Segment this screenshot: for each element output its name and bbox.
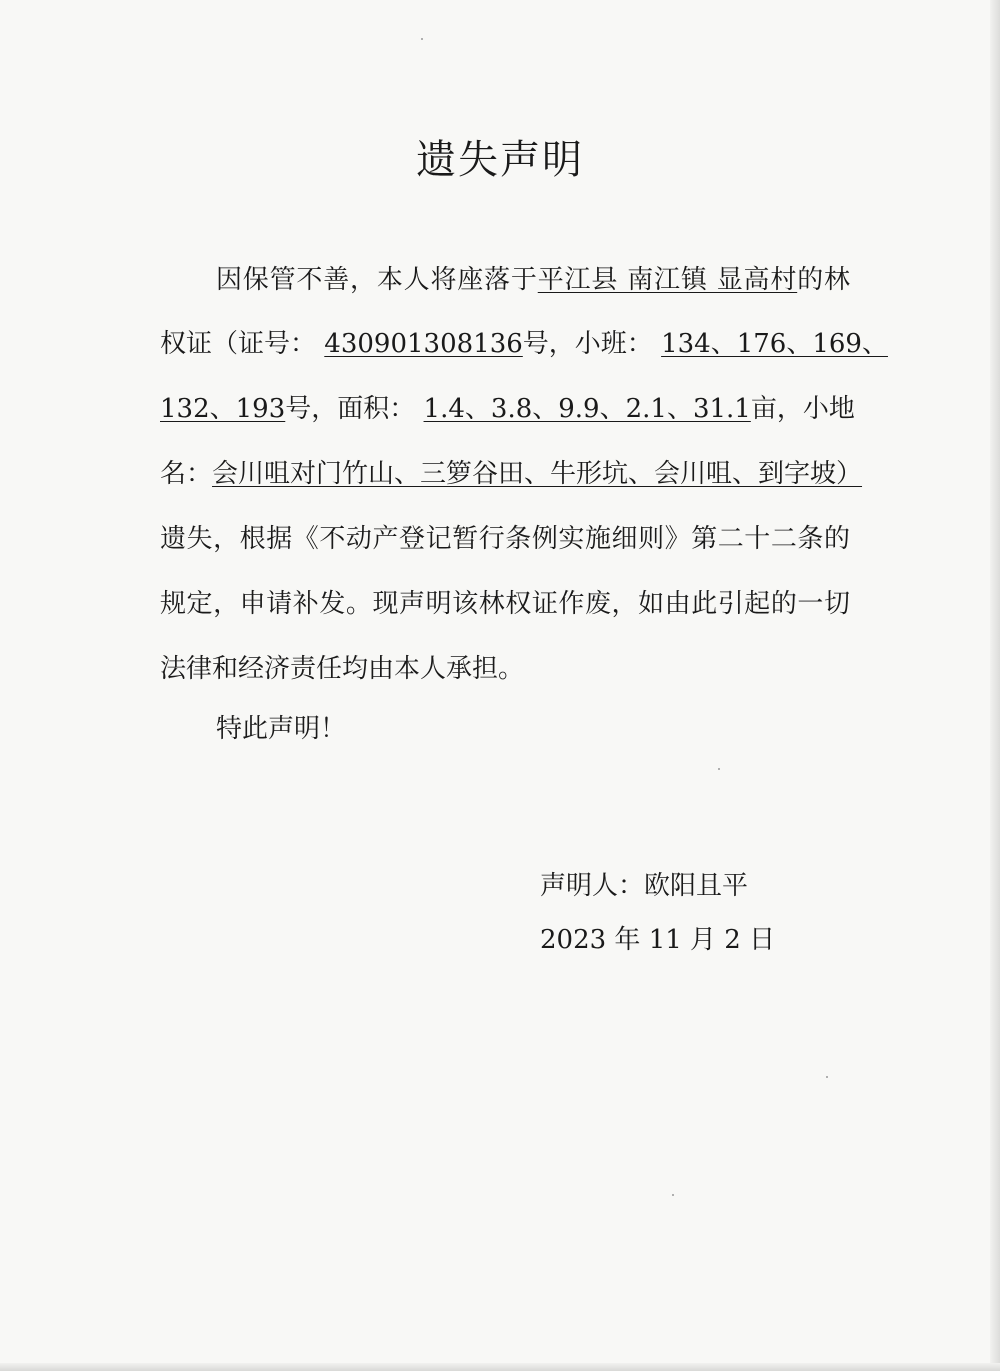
body-text: 号，小班： <box>522 329 653 359</box>
scan-speck <box>421 38 423 40</box>
declaration-date: 2023 年 11 月 2 日 <box>540 925 776 955</box>
scan-speck <box>672 1194 674 1196</box>
scan-edge-bottom <box>0 1363 1000 1371</box>
body-text: 亩，小地 <box>750 394 855 424</box>
place-names: 会川咀对门竹山、三箩谷田、牛形坑、会川咀、到字坡） <box>212 459 863 489</box>
body-text: 名： <box>160 459 213 489</box>
document-title: 遗失声明 <box>416 137 584 183</box>
certificate-number: 430901308136 <box>324 329 523 359</box>
scan-edge-right <box>990 0 1000 1371</box>
area-values: 1.4、3.8、9.9、2.1、31.1 <box>423 394 751 424</box>
body-text: 因保管不善，本人将座落于 <box>216 265 538 295</box>
body-text: 号，面积： <box>285 394 416 424</box>
body-line-1 <box>216 262 850 298</box>
body-line-5: 遗失，根据《不动产登记暂行条例实施细则》第二十二条的 <box>160 524 850 554</box>
body-text: 权证（证号： <box>160 329 317 359</box>
body-line-7: 法律和经济责任均由本人承担。 <box>160 654 525 684</box>
scan-speck <box>718 768 720 770</box>
body-text: 的林 <box>797 265 850 295</box>
location-underlined: 平江县 南江镇 显高村 <box>537 265 798 295</box>
closing-statement: 特此声明！ <box>216 714 347 744</box>
body-line-3 <box>160 391 855 427</box>
body-line-6: 规定，申请补发。现声明该林权证作废，如由此引起的一切 <box>160 589 850 619</box>
declarant-name: 声明人：欧阳且平 <box>540 871 749 901</box>
subcompartment-numbers-cont: 132、193 <box>160 394 286 424</box>
body-line-4 <box>160 456 863 492</box>
body-line-2 <box>160 326 888 362</box>
subcompartment-numbers: 134、176、169、 <box>661 329 888 359</box>
scan-speck <box>826 1076 828 1078</box>
